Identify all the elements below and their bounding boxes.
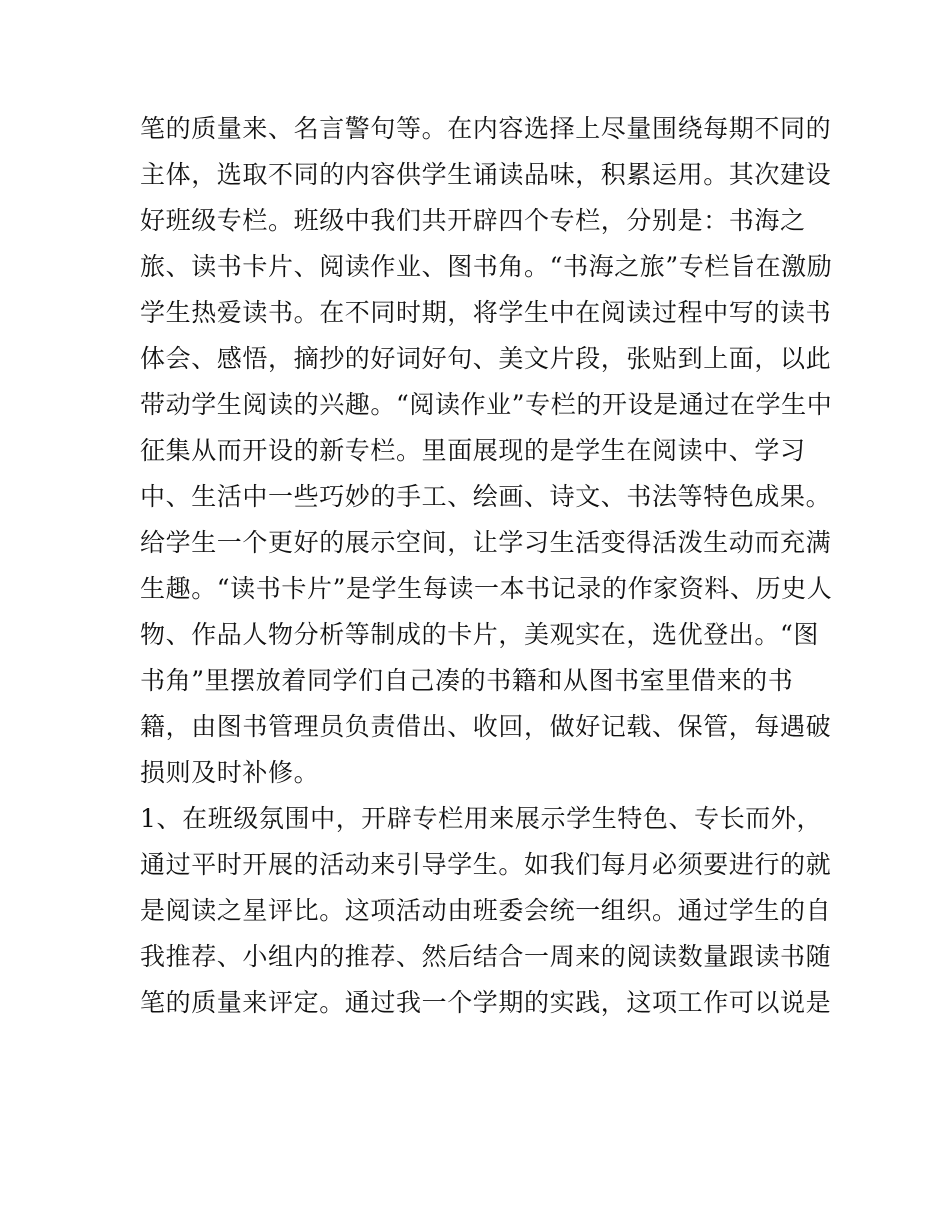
body-text bbox=[140, 106, 833, 1026]
text-line: 旅、读书卡片、阅读作业、图书角。“书海之旅”专栏旨在激励 bbox=[140, 252, 833, 281]
text-line: 通过平时开展的活动来引导学生。如我们每月必须要进行的就 bbox=[140, 850, 832, 879]
text-line: 体会、感悟，摘抄的好词好句、美文片段，张贴到上面，以此 bbox=[140, 344, 832, 373]
text-line: 笔的质量来评定。通过我一个学期的实践，这项工作可以说是 bbox=[140, 988, 832, 1017]
text-line: 笔的质量来、名言警句等。在内容选择上尽量围绕每期不同的 bbox=[140, 114, 832, 143]
text-line: 物、作品人物分析等制成的卡片，美观实在，选优登出。“图 bbox=[140, 620, 819, 649]
text-line: 书角”里摆放着同学们自己凑的书籍和从图书室里借来的书 bbox=[140, 666, 794, 695]
text-line: 籍，由图书管理员负责借出、收回，做好记载、保管，每遇破 bbox=[140, 712, 832, 741]
text-line: 1、在班级氛围中，开辟专栏用来展示学生特色、专长而外， bbox=[140, 804, 823, 833]
text-line: 是阅读之星评比。这项活动由班委会统一组织。通过学生的自 bbox=[140, 896, 832, 925]
text-line: 带动学生阅读的兴趣。“阅读作业”专栏的开设是通过在学生中 bbox=[140, 390, 833, 419]
text-line: 损则及时补修。 bbox=[140, 758, 320, 787]
text-line: 好班级专栏。班级中我们共开辟四个专栏，分别是：书海之 bbox=[140, 206, 806, 235]
text-line: 给学生一个更好的展示空间，让学习生活变得活泼生动而充满 bbox=[140, 528, 832, 557]
text-line: 中、生活中一些巧妙的手工、绘画、诗文、书法等特色成果。 bbox=[140, 482, 832, 511]
text-line: 学生热爱读书。在不同时期，将学生中在阅读过程中写的读书 bbox=[140, 298, 832, 327]
text-line: 征集从而开设的新专栏。里面展现的是学生在阅读中、学习 bbox=[140, 436, 806, 465]
text-line: 我推荐、小组内的推荐、然后结合一周来的阅读数量跟读书随 bbox=[140, 942, 832, 971]
text-line: 生趣。“读书卡片”是学生每读一本书记录的作家资料、历史人 bbox=[140, 574, 833, 603]
text-line: 主体，选取不同的内容供学生诵读品味，积累运用。其次建设 bbox=[140, 160, 832, 189]
